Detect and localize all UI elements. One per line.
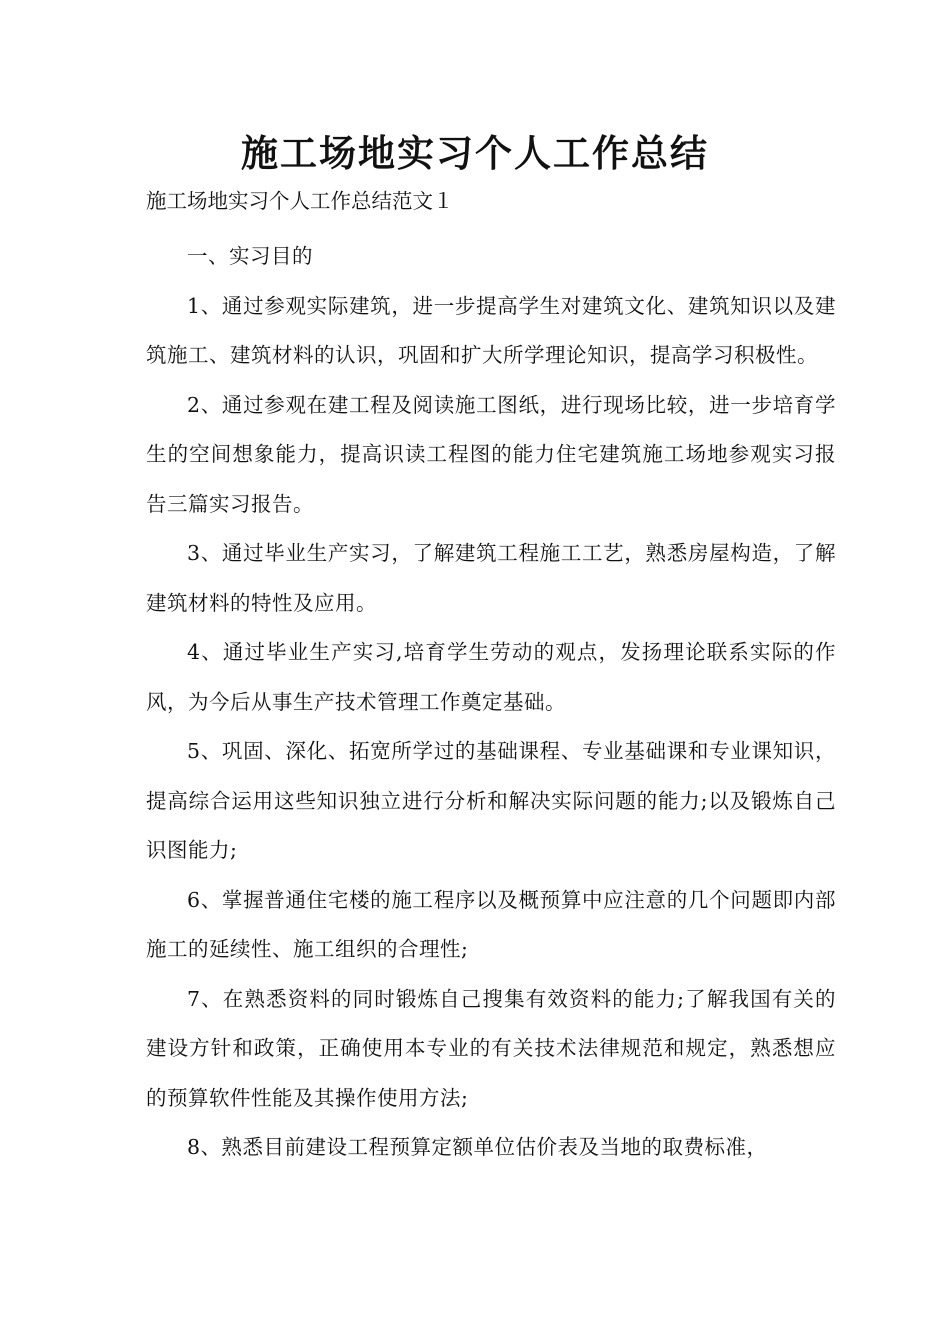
paragraph-5: 5、巩固、深化、拓宽所学过的基础课程、专业基础课和专业课知识，提高综合运用这些知识独立进行分析和解决实际问题的能力;以及锻炼自己识图能力;	[146, 739, 836, 862]
document-title: 施工场地实习个人工作总结	[241, 131, 709, 175]
paragraph-6: 6、掌握普通住宅楼的施工程序以及概预算中应注意的几个问题即内部施工的延续性、施工组织的合理性;	[146, 887, 836, 961]
paragraph-8: 8、熟悉目前建设工程预算定额单位估价表及当地的取费标准，	[187, 1135, 768, 1159]
paragraph-1: 1、通过参观实际建筑，进一步提高学生对建筑文化、建筑知识以及建筑施工、建筑材料的认识，巩固和扩大所学理论知识，提高学习积极性。	[146, 293, 836, 367]
paragraph-3: 3、通过毕业生产实习，了解建筑工程施工工艺，熟悉房屋构造，了解建筑材料的特性及应用。	[146, 541, 836, 615]
paragraph-7: 7、在熟悉资料的同时锻炼自己搜集有效资料的能力;了解我国有关的建设方针和政策，正确使用本专业的有关技术法律规范和规定，熟悉想应的预算软件性能及其操作使用方法;	[146, 986, 836, 1110]
document-subtitle: 施工场地实习个人工作总结范文１	[146, 189, 454, 213]
paragraph-4: 4、通过毕业生产实习,培育学生劳动的观点，发扬理论联系实际的作风，为今后从事生产技术管理工作奠定基础。	[146, 640, 836, 714]
section-heading: 一、实习目的	[187, 244, 313, 268]
document-body	[146, 232, 836, 1173]
paragraph-2: 2、通过参观在建工程及阅读施工图纸，进行现场比较，进一步培育学生的空间想象能力，提高识读工程图的能力住宅建筑施工场地参观实习报告三篇实习报告。	[146, 392, 836, 516]
